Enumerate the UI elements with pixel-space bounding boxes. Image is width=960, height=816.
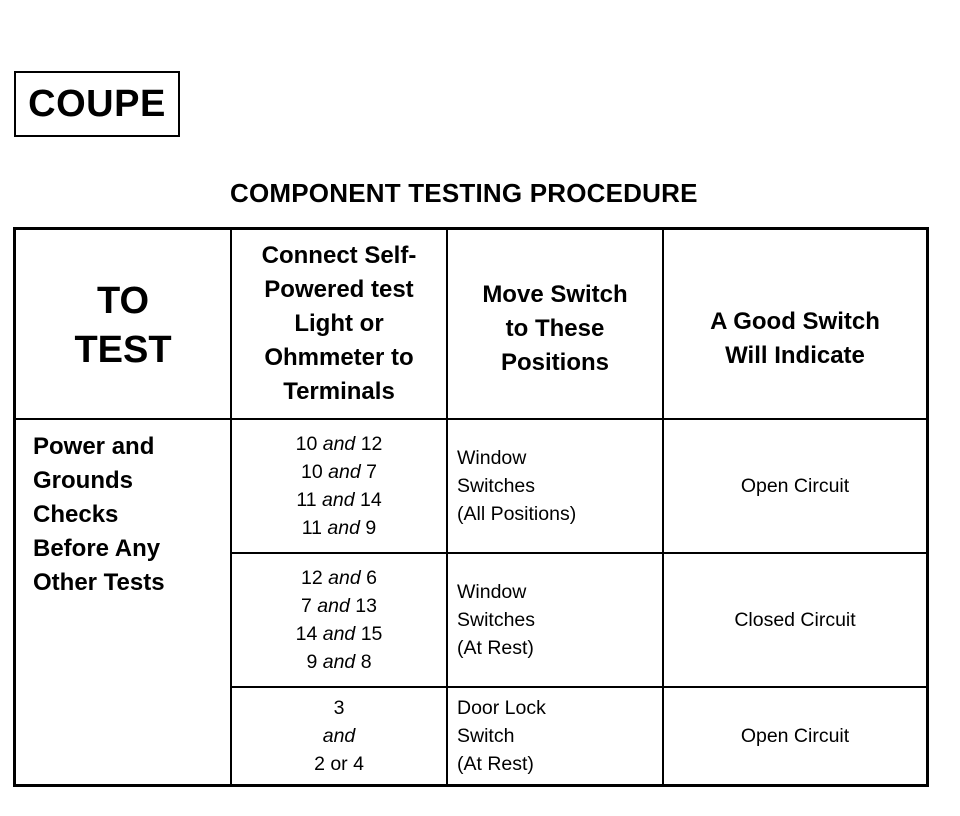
terminal-pair: 7 and 13: [301, 595, 377, 617]
terminal-pair: 11 and 14: [296, 489, 382, 511]
header-line: Will Indicate: [725, 342, 865, 369]
row-header-line: Power and: [33, 433, 155, 460]
header-line: Move Switch: [482, 281, 628, 308]
row-header-line: Other Tests: [33, 569, 165, 596]
header-line: TO: [96, 279, 150, 322]
terminal-pair: 10 and 12: [295, 433, 383, 455]
terminal-pair: 9 and 8: [306, 651, 372, 673]
result-text: Open Circuit: [740, 724, 850, 747]
result-text: Closed Circuit: [734, 608, 856, 631]
terminal-pair: 12 and 6: [301, 567, 377, 589]
header-terminals: [232, 230, 448, 420]
position-line: (At Rest): [457, 753, 534, 775]
position-line: Door Lock: [457, 697, 546, 719]
terminals-cell: [232, 420, 448, 554]
position-line: Switch: [457, 725, 515, 747]
position-line: (At Rest): [457, 637, 534, 659]
header-line: A Good Switch: [710, 308, 880, 335]
header-line: Connect Self-: [261, 242, 417, 269]
terminal-pair: 14 and 15: [295, 623, 383, 645]
terminal-a: 3: [333, 697, 345, 719]
header-indicate: [664, 230, 926, 420]
terminals-cell: [232, 554, 448, 688]
position-line: Window: [457, 447, 527, 469]
page-title: COMPONENT TESTING PROCEDURE: [230, 178, 698, 208]
row-header-line: Grounds: [33, 467, 133, 494]
terminal-pair: 11 and 9: [301, 517, 377, 539]
terminal-b: 2 or 4: [314, 753, 364, 775]
position-line: (All Positions): [457, 503, 577, 525]
terminal-pair: 10 and 7: [301, 461, 377, 483]
terminal-and: and: [322, 725, 356, 747]
header-line: TEST: [74, 329, 172, 371]
header-to-test: [16, 230, 232, 420]
positions-cell: [448, 688, 664, 784]
terminals-cell: [232, 688, 448, 784]
row-header-line: Checks: [33, 501, 119, 528]
header-line: Powered test: [264, 276, 414, 303]
coupe-label-box: COUPE: [14, 71, 180, 137]
header-line: Ohmmeter to: [264, 344, 414, 371]
header-line: Positions: [500, 349, 609, 376]
row-header-power-grounds: [16, 420, 232, 784]
result-text: Open Circuit: [740, 474, 850, 497]
header-line: to These: [505, 315, 605, 342]
result-cell: [664, 688, 926, 784]
position-line: Window: [457, 581, 527, 603]
header-line: Terminals: [283, 378, 395, 405]
row-header-line: Before Any: [33, 535, 161, 562]
position-line: Switches: [457, 475, 536, 497]
result-cell: [664, 554, 926, 688]
header-positions: [448, 230, 664, 420]
component-testing-table: [13, 227, 929, 787]
header-line: Light or: [294, 310, 384, 337]
position-line: Switches: [457, 609, 536, 631]
result-cell: [664, 420, 926, 554]
positions-cell: [448, 554, 664, 688]
positions-cell: [448, 420, 664, 554]
